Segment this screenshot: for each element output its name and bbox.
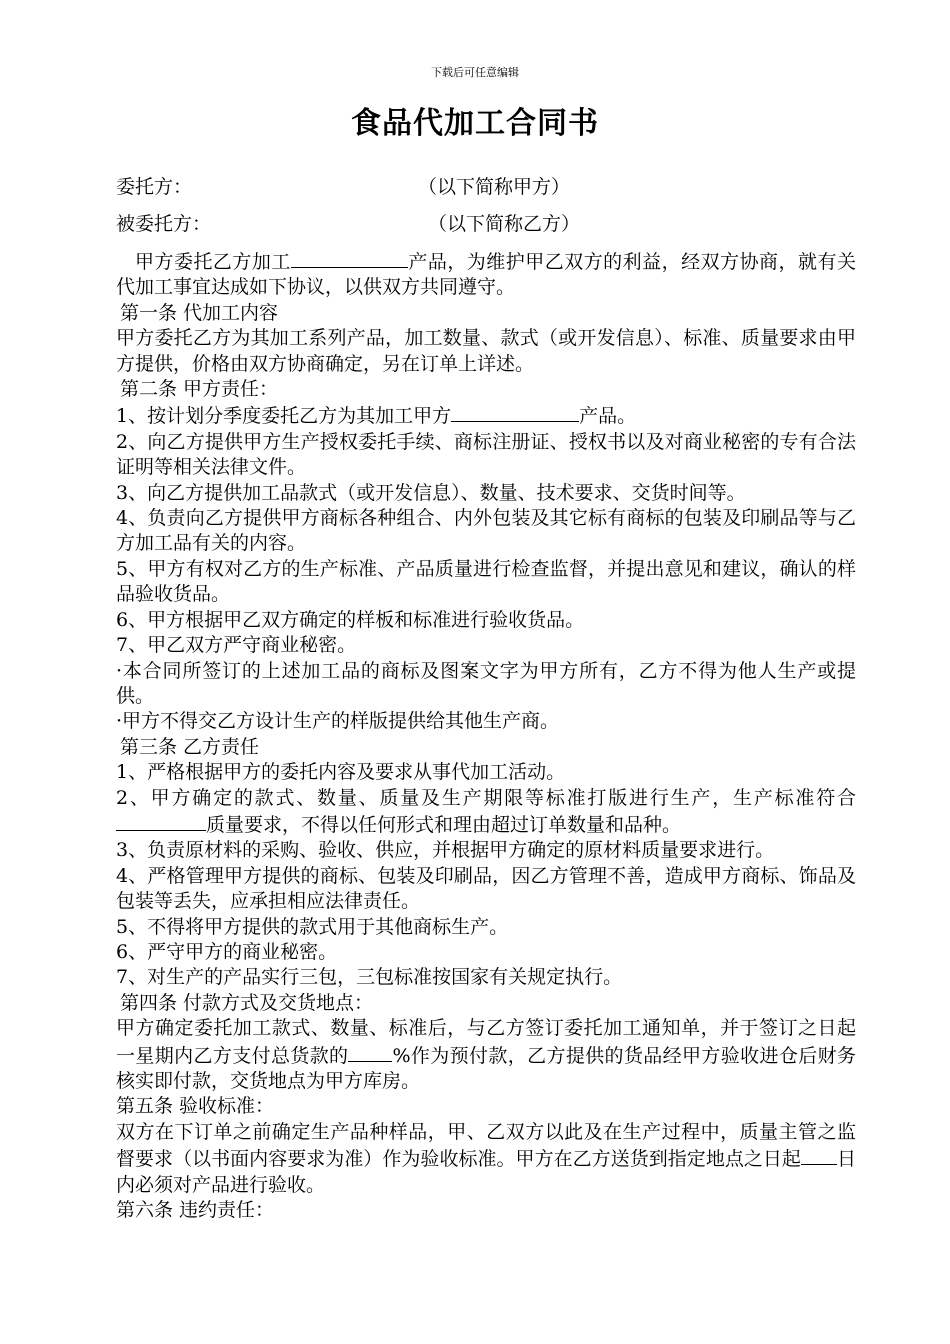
- article5-text: [116, 1120, 856, 1198]
- article4-text-2: %作为预付款，乙方提供的货品经甲方验收进仓后财务核实即付款，交货地点为甲方库房。: [116, 1044, 856, 1092]
- article4-text: [116, 1016, 856, 1094]
- intro-text-1: 甲方委托乙方加工: [135, 251, 291, 273]
- article2-item6: 6、甲方根据甲乙双方确定的样板和标准进行验收货品。: [116, 608, 585, 631]
- article2-item1: [116, 402, 856, 429]
- inspection-days-blank: [801, 1145, 837, 1165]
- article2-bullet2: ·甲方不得交乙方设计生产的样版提供给其他生产商。: [116, 710, 560, 733]
- article2-heading: 第二条 甲方责任：: [120, 378, 279, 401]
- article3-item4: 4、严格管理甲方提供的商标、包装及印刷品，因乙方管理不善，造成甲方商标、饰品及包装等丢失，应承担相应法律责任。: [116, 864, 856, 913]
- article2-item1-text-2: 产品。: [579, 405, 637, 428]
- contract-body: [116, 248, 856, 1223]
- article1-text: 甲方委托乙方为其加工系列产品，加工数量、款式（或开发信息）、标准、质量要求由甲方提供，价格由双方协商确定，另在订单上详述。: [116, 327, 856, 375]
- product-blank: [451, 402, 579, 422]
- article2-bullet1: ·本合同所签订的上述加工品的商标及图案文字为甲方所有，乙方不得为他人生产或提供。: [116, 659, 856, 707]
- header-note: 下载后可任意编辑: [431, 66, 519, 79]
- article3-item2-text-2: 质量要求，不得以任何形式和理由超过订单数量和品种。: [206, 813, 682, 836]
- article3-item3: 3、负责原材料的采购、验收、供应，并根据甲方确定的原材料质量要求进行。: [116, 839, 775, 862]
- quality-standard-blank: [116, 811, 206, 831]
- party-b-line: [116, 211, 856, 237]
- article2-item7: 7、甲乙双方严守商业秘密。: [116, 634, 357, 657]
- article3-item6: 6、严守甲方的商业秘密。: [116, 940, 338, 963]
- article4-heading: 第四条 付款方式及交货地点：: [120, 991, 374, 1014]
- article3-heading: 第三条 乙方责任: [120, 735, 260, 758]
- intro-text-2: 产品，为维护甲乙双方的利益，经双方协商，就有关代加工事宜达成如下协议，以供双方共同遵守。: [116, 251, 856, 299]
- article1-heading: 第一条 代加工内容: [120, 301, 279, 324]
- article5-text-2: 日内必须对产品进行验收。: [116, 1148, 856, 1196]
- article2-item2: 2、向乙方提供甲方生产授权委托手续、商标注册证、授权书以及对商业秘密的专有合法证明等相关法律文件。: [116, 430, 856, 479]
- article5-heading: 第五条 验收标准：: [116, 1095, 275, 1118]
- article2-item5: 5、甲方有权对乙方的生产标准、产品质量进行检查监督，并提出意见和建议，确认的样品验收货品。: [116, 557, 856, 606]
- article3-item2-text-1: 2、甲方确定的款式、数量、质量及生产期限等标准打版进行生产，生产标准符合: [116, 786, 856, 809]
- article3-item1: 1、严格根据甲方的委托内容及要求从事代加工活动。: [116, 761, 566, 784]
- product-name-blank: [291, 248, 408, 268]
- article3-item2: [116, 786, 856, 839]
- article2-item3: 3、向乙方提供加工品款式（或开发信息）、数量、技术要求、交货时间等。: [116, 481, 746, 504]
- prepayment-percent-blank: [348, 1042, 392, 1062]
- article6-heading: 第六条 违约责任：: [116, 1199, 275, 1222]
- intro-paragraph: [116, 248, 856, 301]
- party-a-note: （以下简称甲方）: [418, 176, 571, 198]
- article5-text-1: 双方在下订单之前确定生产品种样品，甲、乙双方以此及在生产过程中，质量主管之监督要求（以书面内容要求为准）作为验收标准。甲方在乙方送货到指定地点之日起: [116, 1120, 856, 1171]
- article3-item7: 7、对生产的产品实行三包，三包标准按国家有关规定执行。: [116, 966, 623, 989]
- article3-item5: 5、不得将甲方提供的款式用于其他商标生产。: [116, 915, 509, 938]
- party-b-label: 被委托方：: [116, 213, 212, 235]
- party-a-line: [116, 174, 856, 200]
- article4-text-1: 甲方确定委托加工款式、数量、标准后，与乙方签订委托加工通知单，并于签订之日起一星期内乙方支付总货款的: [116, 1017, 856, 1067]
- document-title: 食品代加工合同书: [351, 106, 599, 141]
- article2-item4: 4、负责向乙方提供甲方商标各种组合、内外包装及其它标有商标的包装及印刷品等与乙方加工品有关的内容。: [116, 507, 856, 555]
- article2-item1-text-1: 1、按计划分季度委托乙方为其加工甲方: [116, 405, 452, 428]
- party-a-label: 委托方：: [116, 176, 193, 198]
- party-b-note: （以下简称乙方）: [428, 213, 581, 235]
